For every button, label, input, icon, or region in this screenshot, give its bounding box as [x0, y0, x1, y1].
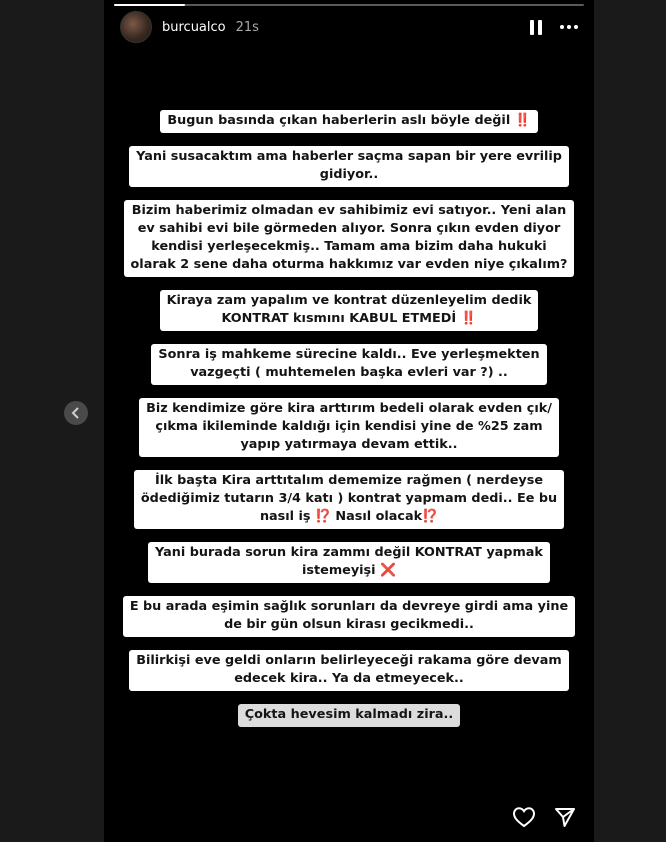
pause-icon	[530, 20, 542, 35]
story-text-block: Bilirkişi eve geldi onların belirleyeceği rakama göre devam edecek kira.. Ya da etmeyecek..	[129, 650, 569, 691]
more-options-button[interactable]	[550, 13, 578, 41]
previous-story-button[interactable]	[64, 401, 88, 425]
story-progress-bar	[114, 4, 584, 6]
story-footer	[512, 806, 576, 828]
heart-icon	[512, 806, 536, 828]
username[interactable]: burcualco	[162, 19, 226, 35]
more-icon	[560, 25, 578, 29]
story-text-block: Yani susacaktım ama haberler saçma sapan bir yere evrilip gidiyor..	[129, 146, 569, 187]
share-button[interactable]	[554, 806, 576, 828]
avatar[interactable]	[120, 11, 152, 43]
story-text-block: İlk başta Kira arttıtalım dememize rağmen ( nerdeyse ödediğimiz tutarın 3/4 katı ) kontrat yapmam dedi.. Ee bu nasıl iş ⁉️ Nasıl olacak⁉️	[134, 470, 564, 529]
pause-button[interactable]	[522, 13, 550, 41]
story-header	[120, 12, 578, 42]
story-text-block: Sonra iş mahkeme sürecine kaldı.. Eve yerleşmekten vazgeçti ( muhtemelen başka evleri var ?) ..	[151, 344, 546, 385]
chevron-left-icon	[71, 407, 81, 419]
story-text-block: Çokta hevesim kalmadı zira..	[238, 704, 461, 727]
story-text-block: Kiraya zam yapalım ve kontrat düzenleyelim dedik KONTRAT kısmını KABUL ETMEDİ ‼️	[160, 290, 539, 331]
story-text-block: Biz kendimize göre kira arttırım bedeli olarak evden çık/ çıkma ikileminde kaldığı için kendisi yine de %25 zam yapıp yatırmaya devam ettik..	[139, 398, 559, 457]
story-timestamp: 21s	[235, 19, 259, 35]
like-button[interactable]	[512, 806, 536, 828]
story-text-block: Bizim haberimiz olmadan ev sahibimiz evi satıyor.. Yeni alan ev sahibi evi bile görmeden alıyor. Sonra çıkın evden diyor kendisi yerleşecekmiş.. Tamam ama bizim daha hukuki olarak 2 sene daha oturma hakkımız var evden niye çıkalım?	[124, 200, 575, 277]
story-text-block: E bu arada eşimin sağlık sorunları da devreye girdi ama yine de bir gün olsun kirası gecikmedi..	[123, 596, 575, 637]
story-text-content	[104, 110, 594, 740]
story-progress-fill	[114, 4, 185, 6]
story-text-block: Yani burada sorun kira zammı değil KONTRAT yapmak istemeyişi ❌	[148, 542, 550, 583]
story-viewer	[104, 0, 594, 842]
story-text-block: Bugun basında çıkan haberlerin aslı böyle değil ‼️	[160, 110, 537, 133]
send-icon	[554, 806, 576, 828]
